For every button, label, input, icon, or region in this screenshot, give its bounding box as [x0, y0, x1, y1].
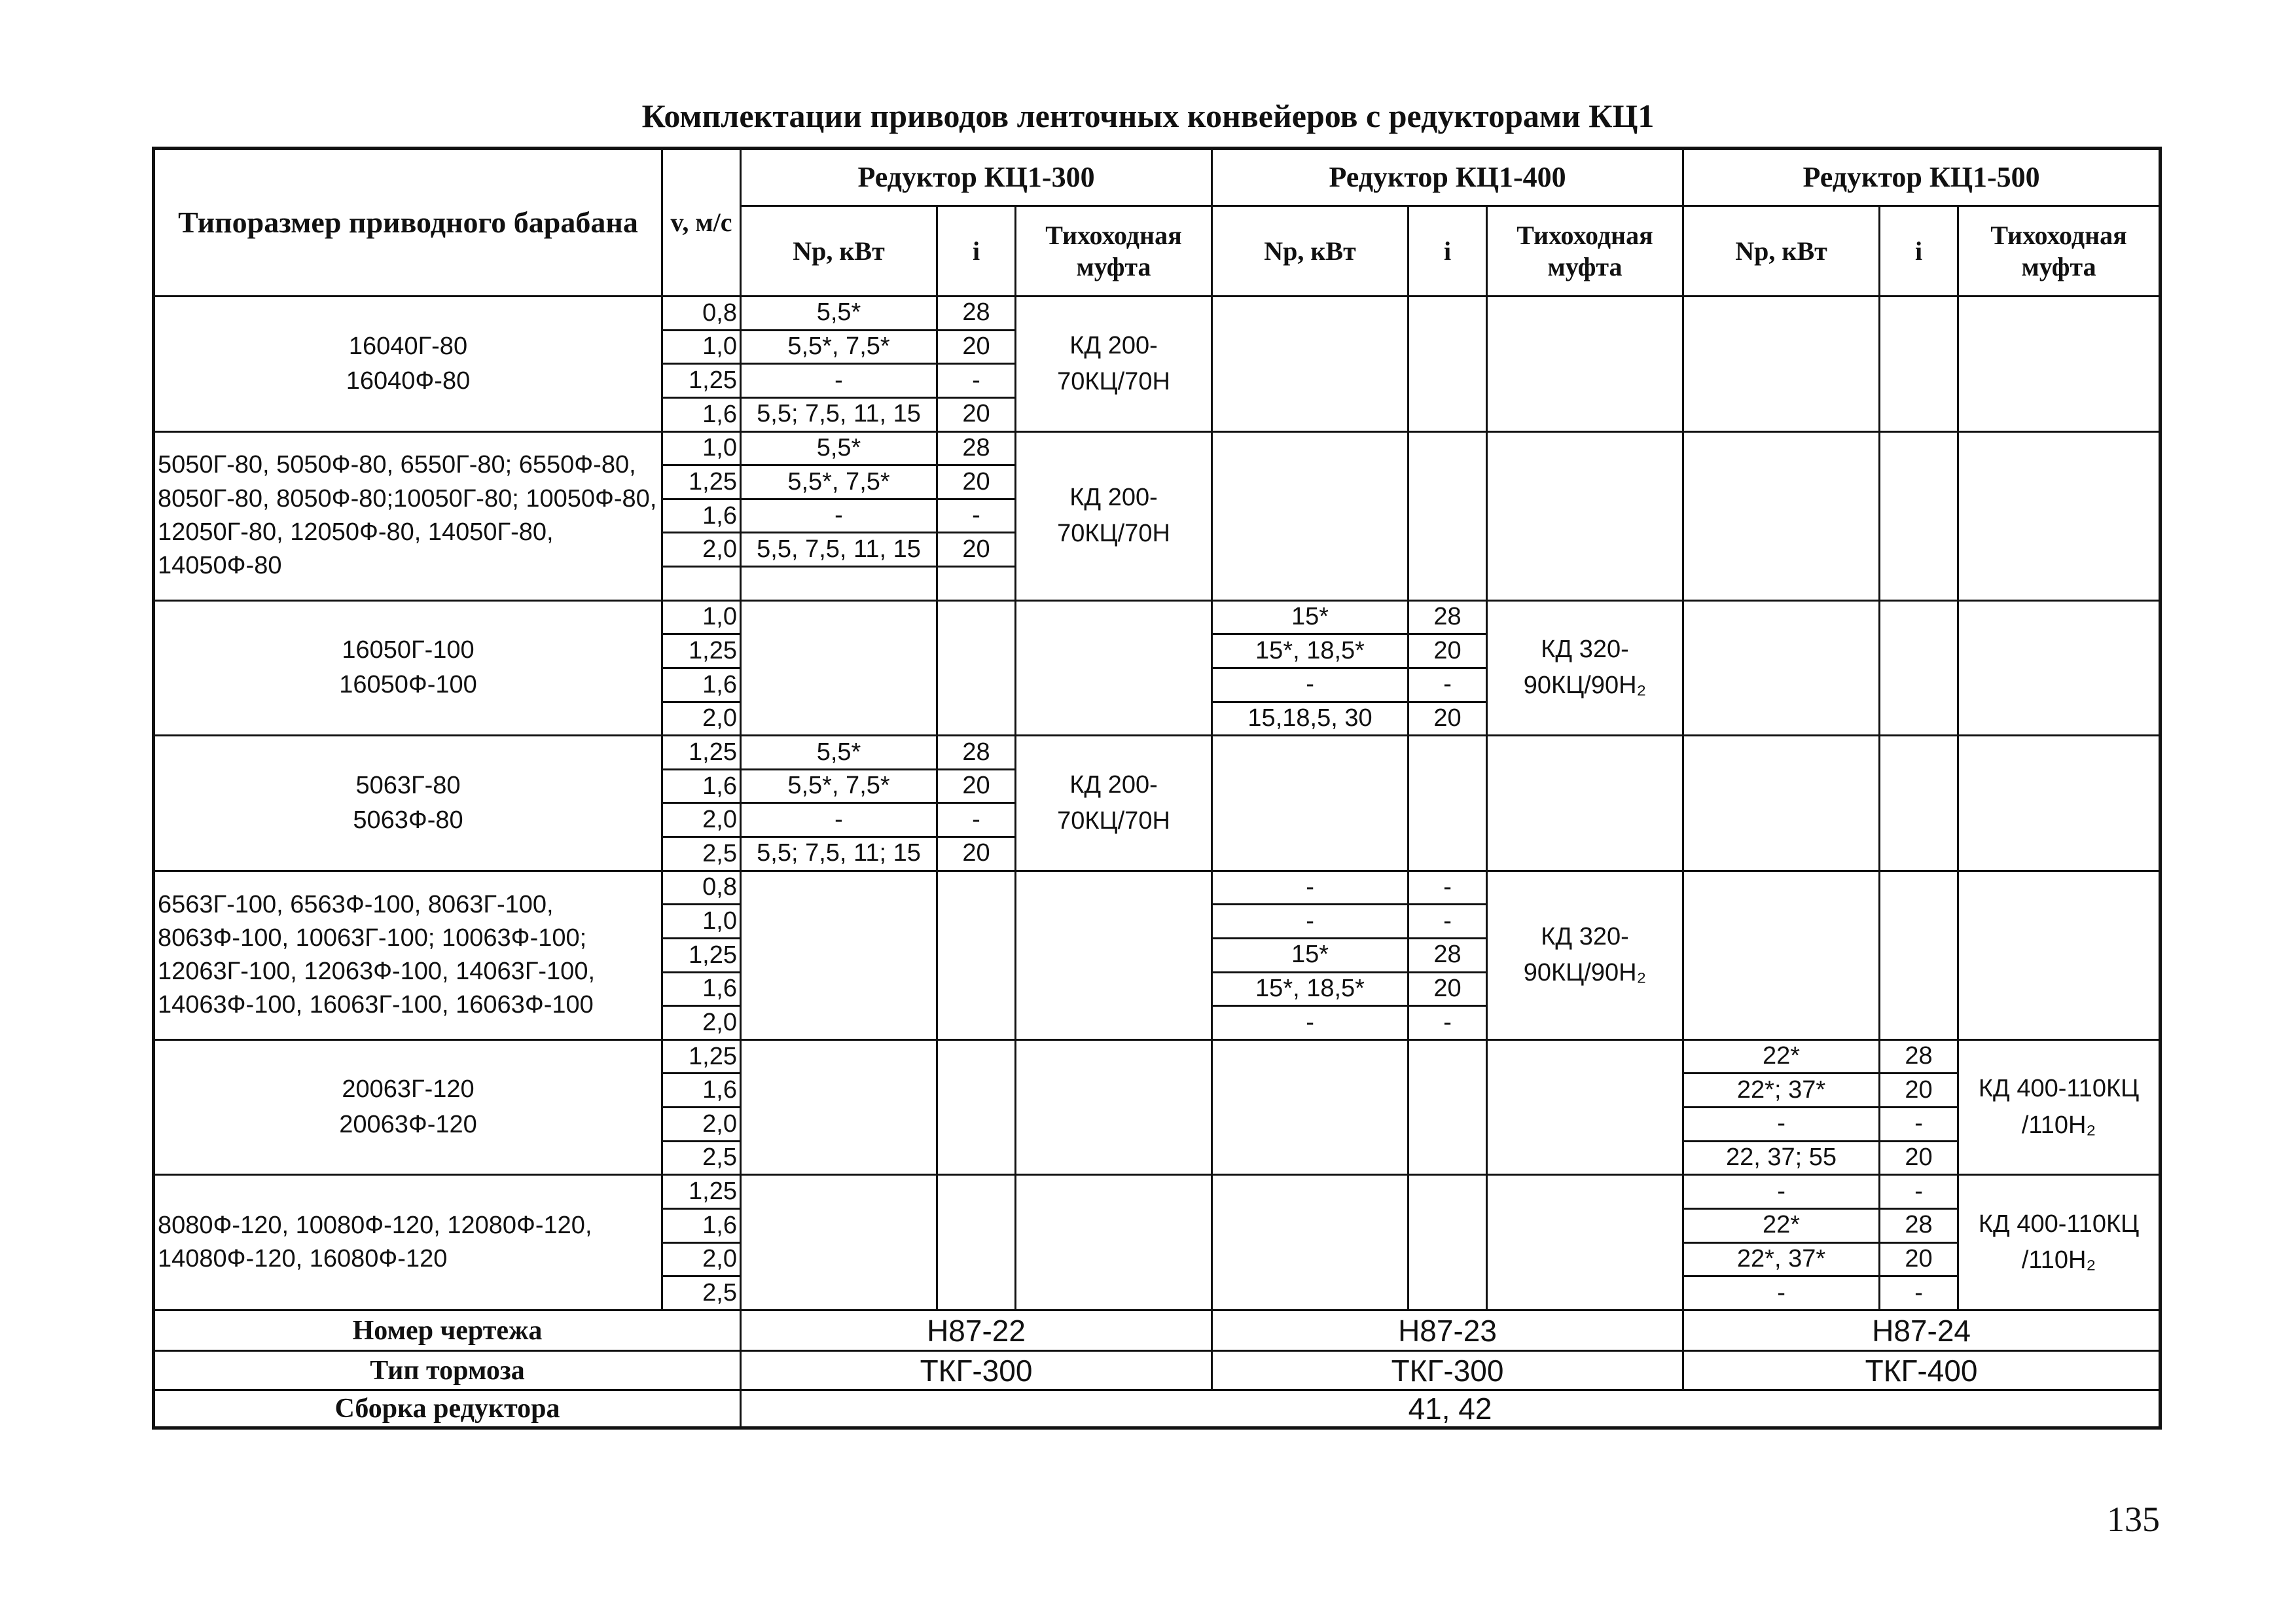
ratio-cell-500: 28: [1880, 1208, 1958, 1242]
power-cell-300: 5,5*: [741, 297, 937, 331]
header-np-300: Np, кВт: [741, 206, 937, 297]
empty-ratio-cell-300: [937, 600, 1016, 736]
table-row: [154, 1175, 2161, 1209]
ratio-cell-400: -: [1408, 871, 1487, 905]
speed-cell: 2,5: [662, 1276, 741, 1310]
speed-cell: 2,0: [662, 1006, 741, 1040]
speed-cell: 1,25: [662, 465, 741, 499]
power-cell-300: -: [741, 499, 937, 533]
empty-ratio-cell-500: [1880, 600, 1958, 736]
power-cell-300: 5,5; 7,5, 11; 15: [741, 837, 937, 871]
power-cell-400: 15*: [1212, 600, 1408, 634]
ratio-cell-300: 20: [937, 397, 1016, 431]
empty-power-cell-400: [1212, 736, 1408, 871]
empty-power-cell-300: [741, 600, 937, 736]
ratio-cell-300: 20: [937, 533, 1016, 567]
empty-power-cell-300: [741, 1175, 937, 1310]
brake-type-300: ТКГ-300: [741, 1351, 1212, 1390]
power-cell-300: -: [741, 364, 937, 398]
header-i-300: i: [937, 206, 1016, 297]
drum-size-cell: 5050Г-80, 5050Ф-80, 6550Г-80; 6550Ф-80, 8050Г-80, 8050Ф-80;10050Г-80; 10050Ф-80, 12050Г-80, 12050Ф-80, 14050Г-80, 14050Ф-80: [154, 431, 662, 600]
power-cell-400: 15*, 18,5*: [1212, 634, 1408, 668]
header-reducer-500: Редуктор КЦ1-500: [1683, 149, 2161, 206]
ratio-cell-400: -: [1408, 905, 1487, 939]
speed-cell: 2,5: [662, 1141, 741, 1175]
speed-cell: 1,0: [662, 431, 741, 465]
header-np-400: Np, кВт: [1212, 206, 1408, 297]
speed-cell: 2,5: [662, 837, 741, 871]
drum-size-cell: 16040Г-80 16040Ф-80: [154, 297, 662, 432]
speed-cell: 1,25: [662, 1175, 741, 1209]
ratio-cell-300: -: [937, 803, 1016, 837]
ratio-cell-300: 28: [937, 297, 1016, 331]
empty-coupling-cell-300: [1016, 871, 1212, 1039]
speed-cell: 1,6: [662, 499, 741, 533]
power-cell-500: 22*: [1683, 1039, 1880, 1074]
speed-cell: 1,25: [662, 938, 741, 972]
brake-type-500: ТКГ-400: [1683, 1351, 2161, 1390]
power-cell-500: -: [1683, 1276, 1880, 1310]
ratio-cell-500: 20: [1880, 1242, 1958, 1276]
coupling-cell-300: КД 200-70КЦ/70Н: [1016, 736, 1212, 871]
drum-size-cell: 16050Г-100 16050Ф-100: [154, 600, 662, 736]
assembly-value: 41, 42: [741, 1390, 2161, 1428]
speed-cell: 1,6: [662, 1208, 741, 1242]
empty-ratio-cell-500: [1880, 736, 1958, 871]
ratio-cell-300: -: [937, 364, 1016, 398]
power-cell-400: -: [1212, 668, 1408, 702]
brake-type-label: Тип тормоза: [154, 1351, 741, 1390]
empty-power-cell-500: [1683, 431, 1880, 600]
empty-coupling-cell-500: [1958, 871, 2161, 1039]
speed-cell: 1,25: [662, 634, 741, 668]
drawing-number-300: Н87-22: [741, 1310, 1212, 1351]
power-cell-500: -: [1683, 1108, 1880, 1142]
power-cell-400: -: [1212, 1006, 1408, 1040]
empty-coupling-cell-400: [1487, 297, 1683, 432]
page-number: 135: [2107, 1500, 2160, 1539]
drawing-number-500: Н87-24: [1683, 1310, 2161, 1351]
speed-cell: 1,25: [662, 364, 741, 398]
speed-cell: [662, 567, 741, 601]
ratio-cell-400: -: [1408, 668, 1487, 702]
speed-cell: 1,6: [662, 668, 741, 702]
speed-cell: 0,8: [662, 871, 741, 905]
header-reducer-400: Редуктор КЦ1-400: [1212, 149, 1683, 206]
ratio-cell-500: -: [1880, 1108, 1958, 1142]
empty-power-cell-500: [1683, 871, 1880, 1039]
empty-coupling-cell-400: [1487, 1039, 1683, 1175]
drawing-number-400: Н87-23: [1212, 1310, 1683, 1351]
power-cell-500: 22*, 37*: [1683, 1242, 1880, 1276]
ratio-cell-500: -: [1880, 1175, 1958, 1209]
power-cell-400: 15*: [1212, 938, 1408, 972]
empty-ratio-cell-400: [1408, 736, 1487, 871]
drum-size-cell: 8080Ф-120, 10080Ф-120, 12080Ф-120, 14080Ф-120, 16080Ф-120: [154, 1175, 662, 1310]
ratio-cell-300: 20: [937, 837, 1016, 871]
ratio-cell-500: 20: [1880, 1074, 1958, 1108]
table-row: [154, 431, 2161, 465]
coupling-cell-500: КД 400-110КЦ /110Н₂: [1958, 1175, 2161, 1310]
empty-power-cell-400: [1212, 1175, 1408, 1310]
header-tipo: Типоразмер приводного барабана: [154, 149, 662, 297]
power-cell-400: -: [1212, 905, 1408, 939]
ratio-cell-400: 20: [1408, 972, 1487, 1006]
ratio-cell-300: 20: [937, 330, 1016, 364]
ratio-cell-500: 20: [1880, 1141, 1958, 1175]
coupling-cell-300: КД 200-70КЦ/70Н: [1016, 431, 1212, 600]
speed-cell: 1,0: [662, 905, 741, 939]
empty-ratio-cell-400: [1408, 1175, 1487, 1310]
empty-power-cell-300: [741, 871, 937, 1039]
empty-coupling-cell-500: [1958, 297, 2161, 432]
ratio-cell-400: 28: [1408, 600, 1487, 634]
power-cell-400: 15,18,5, 30: [1212, 702, 1408, 736]
empty-power-cell-400: [1212, 431, 1408, 600]
header-i-500: i: [1880, 206, 1958, 297]
empty-coupling-cell-300: [1016, 1175, 1212, 1310]
empty-ratio-cell-300: [937, 871, 1016, 1039]
empty-ratio-cell-400: [1408, 431, 1487, 600]
header-muf-500: Тихоходная муфта: [1958, 206, 2161, 297]
ratio-cell-400: 20: [1408, 702, 1487, 736]
speed-cell: 2,0: [662, 533, 741, 567]
empty-ratio-cell-400: [1408, 297, 1487, 432]
ratio-cell-300: 28: [937, 431, 1016, 465]
drum-size-cell: 20063Г-120 20063Ф-120: [154, 1039, 662, 1175]
drawing-number-label: Номер чертежа: [154, 1310, 741, 1351]
coupling-cell-300: КД 200-70КЦ/70Н: [1016, 297, 1212, 432]
ratio-cell-400: 28: [1408, 938, 1487, 972]
ratio-cell-400: -: [1408, 1006, 1487, 1040]
empty-power-cell-400: [1212, 297, 1408, 432]
empty-coupling-cell-400: [1487, 736, 1683, 871]
table-body: [154, 297, 2161, 1310]
empty-coupling-cell-400: [1487, 1175, 1683, 1310]
power-cell-300: 5,5; 7,5, 11, 15: [741, 397, 937, 431]
ratio-cell-300: 20: [937, 465, 1016, 499]
empty-coupling-cell-300: [1016, 1039, 1212, 1175]
empty-coupling-cell-300: [1016, 600, 1212, 736]
power-cell-300: 5,5*: [741, 431, 937, 465]
empty-coupling-cell-400: [1487, 431, 1683, 600]
speed-cell: 1,6: [662, 769, 741, 803]
speed-cell: 1,0: [662, 600, 741, 634]
power-cell-400: 15*, 18,5*: [1212, 972, 1408, 1006]
empty-power-cell-500: [1683, 736, 1880, 871]
empty-ratio-cell-300: [937, 1175, 1016, 1310]
speed-cell: 1,6: [662, 1074, 741, 1108]
speed-cell: 1,0: [662, 330, 741, 364]
drum-size-cell: 6563Г-100, 6563Ф-100, 8063Г-100, 8063Ф-100, 10063Г-100; 10063Ф-100; 12063Г-100, 12063Ф-100, 14063Г-100, 14063Ф-100, 16063Г-100, 16063Ф-100: [154, 871, 662, 1039]
drive-config-table: [152, 147, 2162, 1430]
table-row: [154, 297, 2161, 331]
power-cell-300: [741, 567, 937, 601]
power-cell-300: 5,5, 7,5, 11, 15: [741, 533, 937, 567]
page-title: Комплектации приводов ленточных конвейеров с редукторами КЦ1: [641, 98, 1655, 134]
empty-ratio-cell-300: [937, 1039, 1016, 1175]
table-row: [154, 600, 2161, 634]
ratio-cell-300: -: [937, 499, 1016, 533]
power-cell-500: 22*; 37*: [1683, 1074, 1880, 1108]
power-cell-300: -: [741, 803, 937, 837]
header-np-500: Np, кВт: [1683, 206, 1880, 297]
speed-cell: 1,25: [662, 1039, 741, 1074]
ratio-cell-300: 28: [937, 736, 1016, 770]
coupling-cell-400: КД 320-90КЦ/90Н₂: [1487, 871, 1683, 1039]
ratio-cell-300: [937, 567, 1016, 601]
ratio-cell-500: -: [1880, 1276, 1958, 1310]
brake-type-400: ТКГ-300: [1212, 1351, 1683, 1390]
speed-cell: 1,6: [662, 972, 741, 1006]
empty-ratio-cell-500: [1880, 297, 1958, 432]
header-i-400: i: [1408, 206, 1487, 297]
power-cell-300: 5,5*: [741, 736, 937, 770]
drum-size-cell: 5063Г-80 5063Ф-80: [154, 736, 662, 871]
speed-cell: 1,6: [662, 397, 741, 431]
power-cell-500: 22*: [1683, 1208, 1880, 1242]
empty-coupling-cell-500: [1958, 431, 2161, 600]
empty-coupling-cell-500: [1958, 600, 2161, 736]
empty-power-cell-400: [1212, 1039, 1408, 1175]
empty-power-cell-300: [741, 1039, 937, 1175]
table-row: [154, 871, 2161, 905]
power-cell-300: 5,5*, 7,5*: [741, 769, 937, 803]
coupling-cell-400: КД 320-90КЦ/90Н₂: [1487, 600, 1683, 736]
power-cell-300: 5,5*, 7,5*: [741, 330, 937, 364]
ratio-cell-400: 20: [1408, 634, 1487, 668]
power-cell-300: 5,5*, 7,5*: [741, 465, 937, 499]
header-muf-400: Тихоходная муфта: [1487, 206, 1683, 297]
empty-ratio-cell-500: [1880, 431, 1958, 600]
speed-cell: 2,0: [662, 1242, 741, 1276]
ratio-cell-500: 28: [1880, 1039, 1958, 1074]
header-v: v, м/с: [662, 149, 741, 297]
power-cell-500: 22, 37; 55: [1683, 1141, 1880, 1175]
table-row: [154, 1039, 2161, 1074]
empty-coupling-cell-500: [1958, 736, 2161, 871]
speed-cell: 0,8: [662, 297, 741, 331]
table-row: [154, 736, 2161, 770]
header-reducer-300: Редуктор КЦ1-300: [741, 149, 1212, 206]
empty-ratio-cell-500: [1880, 871, 1958, 1039]
empty-power-cell-500: [1683, 297, 1880, 432]
speed-cell: 1,25: [662, 736, 741, 770]
speed-cell: 2,0: [662, 702, 741, 736]
speed-cell: 2,0: [662, 803, 741, 837]
assembly-label: Сборка редуктора: [154, 1390, 741, 1428]
empty-ratio-cell-400: [1408, 1039, 1487, 1175]
ratio-cell-300: 20: [937, 769, 1016, 803]
header-muf-300: Тихоходная муфта: [1016, 206, 1212, 297]
coupling-cell-500: КД 400-110КЦ /110Н₂: [1958, 1039, 2161, 1175]
empty-power-cell-500: [1683, 600, 1880, 736]
power-cell-400: -: [1212, 871, 1408, 905]
power-cell-500: -: [1683, 1175, 1880, 1209]
speed-cell: 2,0: [662, 1108, 741, 1142]
